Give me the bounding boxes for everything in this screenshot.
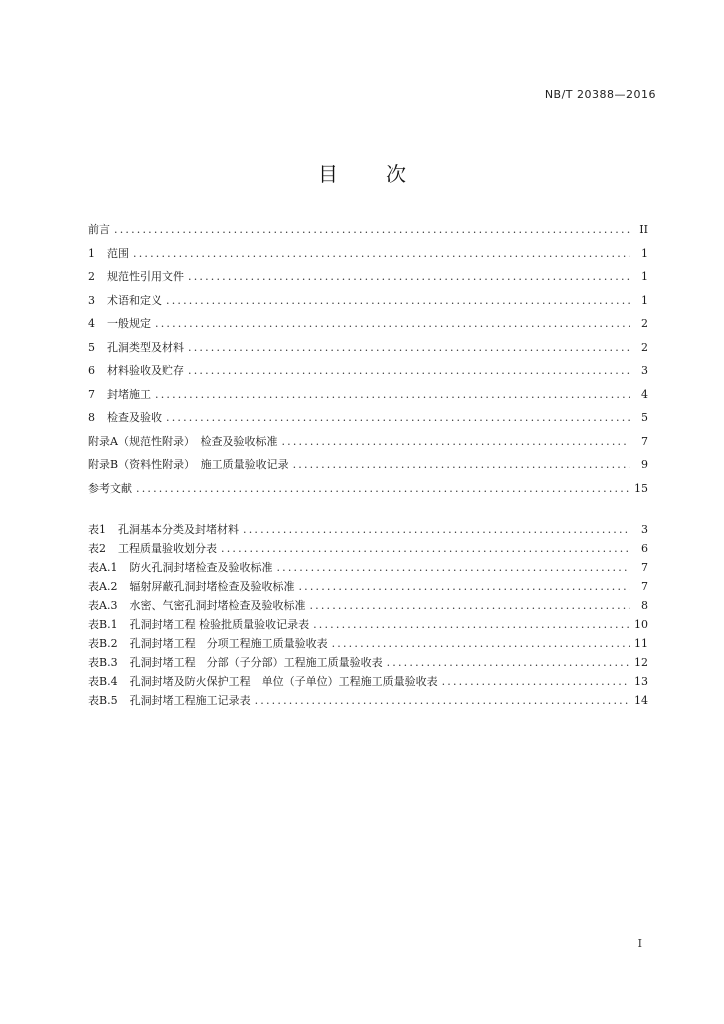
toc-entry-title: 前言 [88, 223, 110, 236]
page-title: 目 次 [318, 162, 420, 186]
toc-entry[interactable] [88, 359, 648, 383]
toc-entry-page: 4 [641, 387, 648, 401]
dot-leader [136, 477, 630, 501]
table-entry[interactable] [88, 577, 648, 596]
page-number: I [637, 937, 642, 950]
table-entry-title: 水密、气密孔洞封堵检查及验收标准 [129, 599, 306, 612]
table-entry-page: 13 [634, 675, 648, 688]
toc-entry[interactable] [88, 406, 648, 430]
dot-leader [188, 265, 630, 289]
table-entry-number: 表A.2 [88, 580, 118, 593]
dot-leader [255, 691, 630, 710]
dot-leader [221, 539, 630, 558]
toc-entry-page: 3 [641, 364, 648, 377]
table-entry-page: 10 [634, 618, 648, 631]
toc-entry-page: 9 [641, 458, 648, 471]
dot-leader [298, 577, 630, 596]
dot-leader [281, 430, 630, 454]
toc-entry-title: 范围 [107, 246, 129, 260]
dot-leader [313, 615, 630, 634]
dot-leader [114, 218, 630, 242]
dot-leader [188, 336, 630, 360]
toc-entry[interactable] [88, 218, 648, 242]
toc-entry[interactable] [88, 242, 648, 266]
toc-entry[interactable] [88, 477, 648, 501]
table-entry[interactable] [88, 520, 648, 539]
toc-entry-number: 2 [88, 270, 95, 283]
toc-entry-page: 1 [641, 293, 648, 307]
table-entry-number: 表A.1 [88, 561, 118, 574]
table-entry-number: 表2 [88, 542, 106, 555]
dot-leader [332, 634, 630, 653]
table-entry-number: 表B.2 [88, 637, 118, 650]
dot-leader [188, 359, 630, 383]
toc-entry-title: 附录A（规范性附录） 检查及验收标准 [88, 434, 278, 448]
toc-entry-page: 15 [634, 481, 648, 495]
toc-entry[interactable] [88, 383, 648, 407]
table-entry-page: 3 [641, 523, 648, 536]
dot-leader [309, 596, 630, 615]
table-entry-title: 孔洞封堵工程 检验批质量验收记录表 [129, 618, 310, 631]
toc-entry-title: 材料验收及贮存 [107, 364, 184, 377]
table-entry[interactable] [88, 653, 648, 672]
table-entry-title: 孔洞封堵及防火保护工程 单位（子单位）工程施工质量验收表 [129, 675, 438, 688]
toc-entry[interactable] [88, 265, 648, 289]
table-entry-number: 表B.4 [88, 675, 118, 688]
table-entry-title: 工程质量验收划分表 [118, 542, 217, 555]
list-of-tables [88, 520, 648, 710]
toc-entry-title: 参考文献 [88, 481, 132, 495]
table-entry-number: 表1 [88, 523, 106, 536]
table-entry[interactable] [88, 634, 648, 653]
table-entry[interactable] [88, 691, 648, 710]
toc-entry-title: 附录B（资料性附录） 施工质量验收记录 [88, 458, 289, 471]
toc-entry-number: 5 [88, 340, 95, 354]
dot-leader [166, 406, 630, 430]
toc-entry-number: 6 [88, 364, 95, 377]
toc-entry-title: 封堵施工 [107, 387, 151, 401]
toc-entry-number: 7 [88, 387, 95, 401]
dot-leader [155, 383, 630, 407]
dot-leader [442, 672, 630, 691]
dot-leader [387, 653, 630, 672]
toc-entry[interactable] [88, 312, 648, 336]
toc-entry-title: 一般规定 [107, 317, 151, 330]
dot-leader [133, 242, 630, 266]
table-entry-page: 12 [634, 656, 648, 669]
toc-entry-page: 2 [641, 317, 648, 330]
toc-entry-page: 2 [641, 340, 648, 354]
toc-entry[interactable] [88, 453, 648, 477]
table-entry[interactable] [88, 539, 648, 558]
toc-entry-number: 8 [88, 411, 95, 424]
toc-entry-title: 孔洞类型及材料 [107, 340, 184, 354]
toc-entry[interactable] [88, 289, 648, 313]
table-entry-number: 表B.5 [88, 694, 118, 707]
table-entry-title: 孔洞基本分类及封堵材料 [118, 523, 239, 536]
toc-entry[interactable] [88, 430, 648, 454]
toc-entry-title: 规范性引用文件 [107, 270, 184, 283]
toc-entry-page: II [639, 223, 648, 236]
dot-leader [166, 289, 630, 313]
table-entry-page: 7 [641, 580, 648, 593]
standard-code: NB/T 20388—2016 [544, 88, 656, 101]
toc-entry-page: 1 [641, 270, 648, 283]
toc-entry-page: 7 [641, 434, 648, 448]
table-entry-page: 6 [641, 542, 648, 555]
table-entry[interactable] [88, 596, 648, 615]
table-entry[interactable] [88, 615, 648, 634]
toc-entry-number: 3 [88, 293, 95, 307]
table-entry-page: 14 [634, 694, 648, 707]
table-entry[interactable] [88, 558, 648, 577]
table-entry[interactable] [88, 672, 648, 691]
toc-entry-title: 检查及验收 [107, 411, 162, 424]
table-entry-page: 8 [641, 599, 648, 612]
table-entry-page: 11 [634, 637, 648, 650]
dot-leader [276, 558, 630, 577]
toc-entry-page: 1 [641, 246, 648, 260]
table-of-contents [88, 218, 648, 500]
toc-entry-number: 1 [88, 246, 95, 260]
dot-leader [293, 453, 630, 477]
toc-entry-number: 4 [88, 317, 95, 330]
table-entry-title: 孔洞封堵工程施工记录表 [129, 694, 251, 707]
table-entry-number: 表B.1 [88, 618, 118, 631]
table-entry-title: 孔洞封堵工程 分项工程施工质量验收表 [129, 637, 328, 650]
table-entry-number: 表A.3 [88, 599, 118, 612]
table-entry-title: 防火孔洞封堵检查及验收标准 [129, 561, 273, 574]
toc-entry-title: 术语和定义 [107, 293, 162, 307]
table-entry-number: 表B.3 [88, 656, 118, 669]
dot-leader [243, 520, 630, 539]
dot-leader [155, 312, 630, 336]
table-entry-title: 孔洞封堵工程 分部（子分部）工程施工质量验收表 [129, 656, 383, 669]
toc-entry[interactable] [88, 336, 648, 360]
toc-entry-page: 5 [641, 411, 648, 424]
table-entry-title: 辐射屏蔽孔洞封堵检查及验收标准 [129, 580, 295, 593]
table-entry-page: 7 [641, 561, 648, 574]
